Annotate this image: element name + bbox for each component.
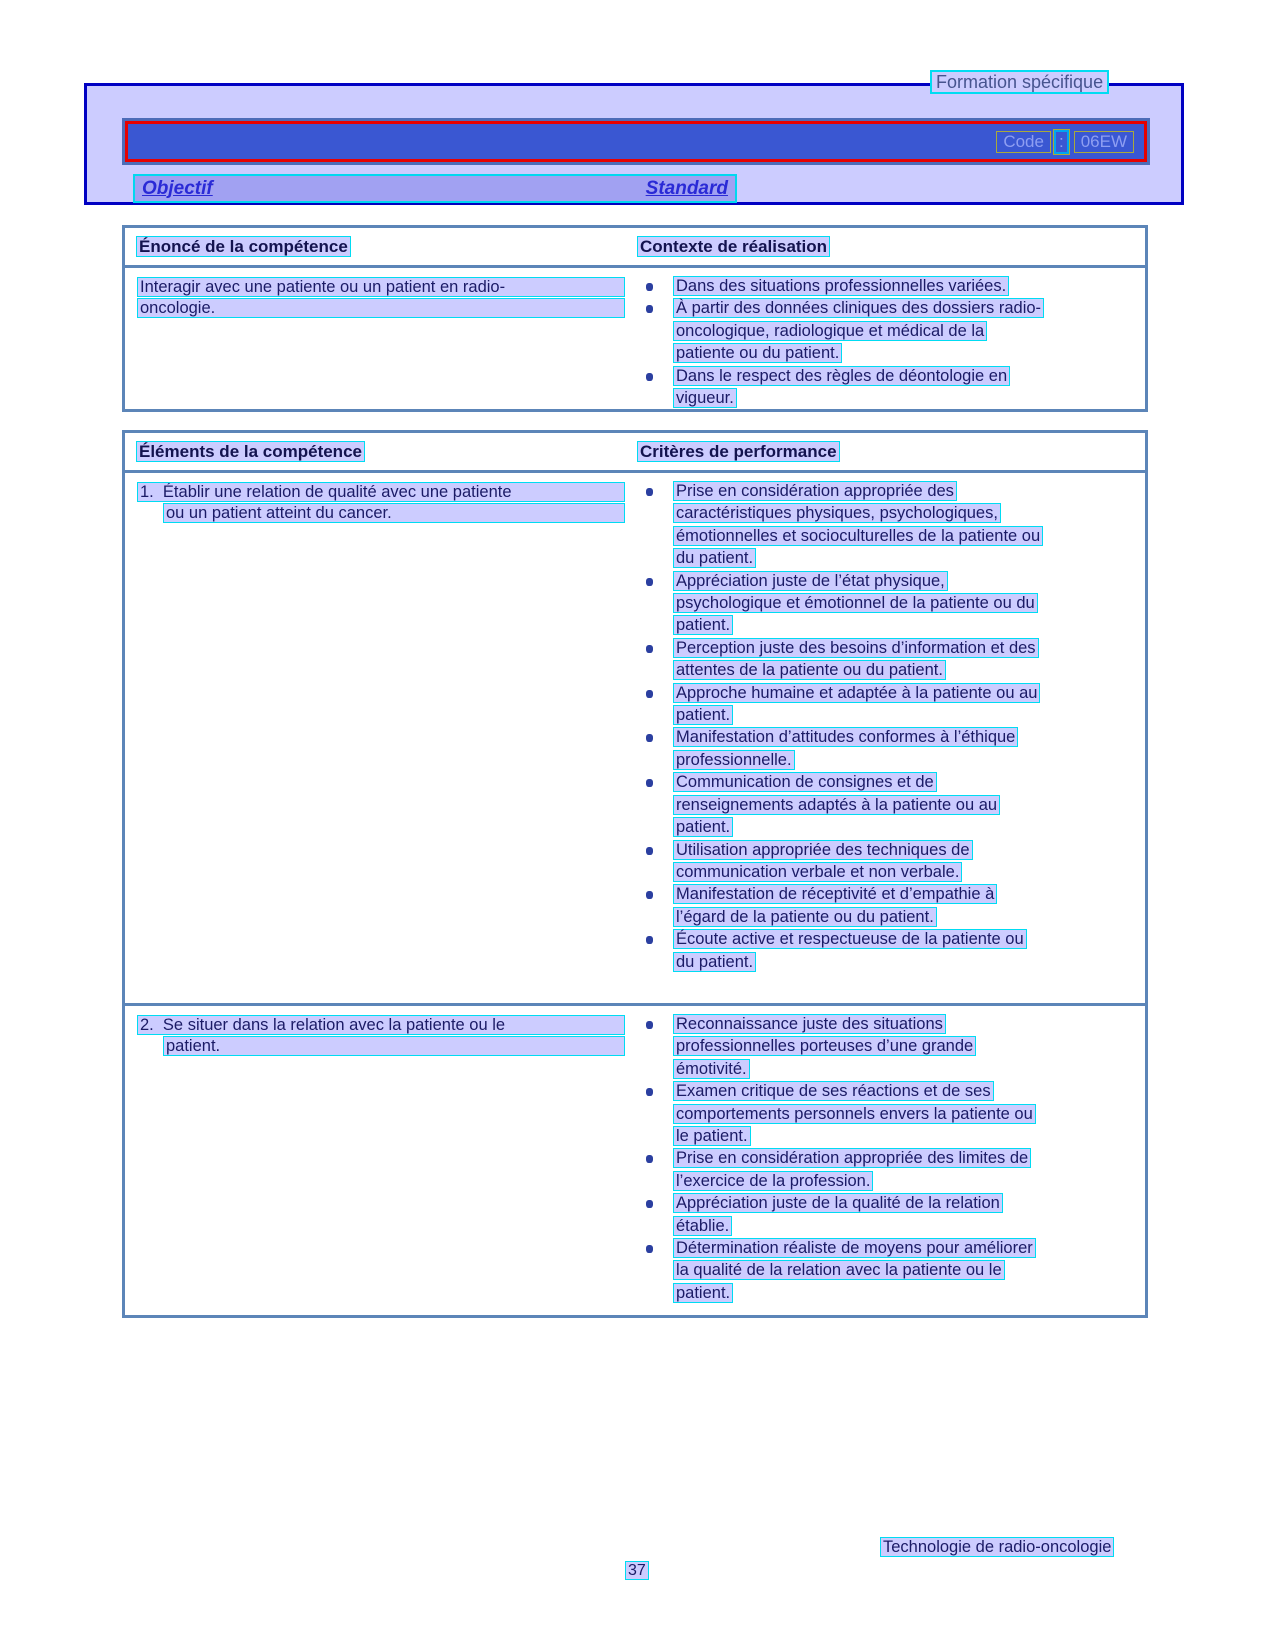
criterion-line: émotionnelles et socioculturelles de la patiente ou [673, 526, 1043, 546]
footer [880, 1538, 1114, 1557]
header-cell-criteres [637, 442, 840, 462]
contexte-cell [637, 268, 1145, 409]
header-cell-elements [125, 442, 637, 462]
bullet-item [637, 771, 1139, 838]
bullet-icon [646, 690, 653, 698]
bullet-icon [646, 734, 653, 742]
criteria-cell-1 [637, 473, 1145, 1003]
bullet-item [637, 1237, 1139, 1304]
criterion-line: la qualité de la relation avec la patiente ou le [673, 1260, 1005, 1280]
criterion-line: Communication de consignes et de [673, 772, 937, 792]
bullet-icon [646, 305, 653, 313]
bullet-item [637, 726, 1139, 771]
bullet-text [673, 771, 1139, 838]
bullet-text [673, 682, 1139, 727]
bullet-icon [646, 1245, 653, 1253]
bullet-text [673, 1147, 1139, 1192]
bullet-icon [646, 936, 653, 944]
bullet-icon [646, 283, 653, 291]
criterion-line: vigueur. [673, 388, 737, 408]
criterion-line: Prise en considération appropriée des [673, 481, 957, 501]
criterion-line: le patient. [673, 1126, 751, 1146]
code-value: 06EW [1074, 131, 1134, 153]
criterion-line: Dans le respect des règles de déontologie en [673, 366, 1010, 386]
formation-specifique-label: Formation spécifique [930, 70, 1109, 94]
criterion-line: renseignements adaptés à la patiente ou au [673, 795, 1000, 815]
criterion-line: Détermination réaliste de moyens pour améliorer [673, 1238, 1036, 1258]
enonce-header-label: Énoncé de la compétence [136, 236, 351, 257]
enonce-cell [125, 268, 637, 409]
bullet-icon [646, 1021, 653, 1029]
element-line: patient. [163, 1036, 625, 1056]
elements-table-row-1 [125, 473, 1145, 1006]
criterion-line: Manifestation de réceptivité et d’empathie à [673, 884, 997, 904]
criterion-line: patient. [673, 615, 733, 635]
criterion-line: professionnelles porteuses d’une grande [673, 1036, 976, 1056]
bullet-text [673, 365, 1139, 409]
bullet-text [673, 928, 1139, 973]
criterion-line: émotivité. [673, 1059, 750, 1079]
element-line: 1. Établir une relation de qualité avec une patiente [137, 482, 625, 502]
bullet-text [673, 275, 1139, 297]
criterion-line: Utilisation appropriée des techniques de [673, 840, 973, 860]
bullet-icon [646, 373, 653, 381]
statement-line: oncologie. [137, 298, 625, 318]
bullet-item [637, 637, 1139, 682]
elements-table-row-2 [125, 1006, 1145, 1315]
bullet-text [673, 1013, 1139, 1080]
criterion-line: communication verbale et non verbale. [673, 862, 962, 882]
bullet-text [673, 570, 1139, 637]
bullet-icon [646, 488, 653, 496]
bullet-icon [646, 847, 653, 855]
bullet-item [637, 1147, 1139, 1192]
elements-table-header [125, 433, 1145, 473]
criterion-line: attentes de la patiente ou du patient. [673, 660, 946, 680]
bullet-icon [646, 1155, 653, 1163]
criterion-line: Appréciation juste de l’état physique, [673, 571, 948, 591]
bullet-item [637, 1013, 1139, 1080]
elements-header-label: Éléments de la compétence [136, 441, 365, 462]
bullet-item [637, 883, 1139, 928]
element-cell-2 [125, 1006, 637, 1315]
criterion-line: Examen critique de ses réactions et de ses [673, 1081, 994, 1101]
bullet-text [673, 883, 1139, 928]
competence-table-header [125, 228, 1145, 268]
competence-table [122, 225, 1148, 412]
bullet-item [637, 297, 1139, 364]
criterion-line: caractéristiques physiques, psychologiques, [673, 503, 1001, 523]
criteres-header-label: Critères de performance [637, 441, 840, 462]
code-bar [122, 118, 1150, 165]
bullet-text [673, 637, 1139, 682]
bullet-item [637, 1080, 1139, 1147]
competence-table-row [125, 268, 1145, 409]
criterion-line: du patient. [673, 548, 756, 568]
criterion-line: Approche humaine et adaptée à la patiente ou au [673, 683, 1040, 703]
bullet-icon [646, 779, 653, 787]
bullet-text [673, 480, 1139, 570]
statement-line: Interagir avec une patiente ou un patient en radio- [137, 277, 625, 297]
criteria-cell-2 [637, 1006, 1145, 1315]
bullet-text [673, 726, 1139, 771]
code-bar-inner [125, 121, 1147, 162]
criterion-line: oncologique, radiologique et médical de la [673, 321, 987, 341]
criterion-line: Manifestation d’attitudes conformes à l’éthique [673, 727, 1018, 747]
criterion-line: À partir des données cliniques des dossiers radio- [673, 298, 1044, 318]
bullet-icon [646, 891, 653, 899]
code-separator: : [1054, 130, 1069, 154]
bullet-item [637, 365, 1139, 409]
element-line: ou un patient atteint du cancer. [163, 503, 625, 523]
bullet-item [637, 682, 1139, 727]
bullet-text [673, 1080, 1139, 1147]
objectif-label: Objectif [142, 177, 213, 199]
bullet-text [673, 1237, 1139, 1304]
criterion-line: l’exercice de la profession. [673, 1171, 873, 1191]
section-label [930, 72, 1109, 93]
criterion-line: professionnelle. [673, 750, 795, 770]
criterion-line: Écoute active et respectueuse de la patiente ou [673, 929, 1027, 949]
bullet-icon [646, 1088, 653, 1096]
criterion-line: Appréciation juste de la qualité de la relation [673, 1193, 1003, 1213]
bullet-item [637, 839, 1139, 884]
criterion-line: l’égard de la patiente ou du patient. [673, 907, 937, 927]
header-cell-enonce [125, 237, 637, 257]
bullet-icon [646, 645, 653, 653]
bullet-item [637, 1192, 1139, 1237]
bullet-item [637, 480, 1139, 570]
criterion-line: patient. [673, 705, 733, 725]
criterion-line: établie. [673, 1216, 732, 1236]
bullet-icon [646, 1200, 653, 1208]
element-cell-1 [125, 473, 637, 1003]
criterion-line: Dans des situations professionnelles variées. [673, 276, 1009, 296]
bullet-text [673, 297, 1139, 364]
bullet-text [673, 1192, 1139, 1237]
page-number-label: 37 [625, 1561, 649, 1580]
bullet-item [637, 928, 1139, 973]
program-name-label: Technologie de radio-oncologie [880, 1537, 1114, 1557]
criterion-line: du patient. [673, 952, 756, 972]
criterion-line: patient. [673, 817, 733, 837]
page-number [625, 1562, 649, 1580]
header-cell-contexte [637, 237, 830, 257]
criterion-line: patiente ou du patient. [673, 343, 842, 363]
standard-label: Standard [645, 177, 728, 199]
bullet-icon [646, 578, 653, 586]
objectif-standard-bar [133, 174, 737, 203]
code-label: Code [996, 131, 1051, 153]
contexte-header-label: Contexte de réalisation [637, 236, 830, 257]
element-line: 2. Se situer dans la relation avec la patiente ou le [137, 1015, 625, 1035]
elements-table [122, 430, 1148, 1318]
bullet-item [637, 275, 1139, 297]
criterion-line: Reconnaissance juste des situations [673, 1014, 946, 1034]
criterion-line: Perception juste des besoins d’information et des [673, 638, 1039, 658]
criterion-line: Prise en considération appropriée des limites de [673, 1148, 1031, 1168]
criterion-line: patient. [673, 1283, 733, 1303]
criterion-line: psychologique et émotionnel de la patiente ou du [673, 593, 1038, 613]
criterion-line: comportements personnels envers la patiente ou [673, 1104, 1036, 1124]
bullet-text [673, 839, 1139, 884]
bullet-item [637, 570, 1139, 637]
